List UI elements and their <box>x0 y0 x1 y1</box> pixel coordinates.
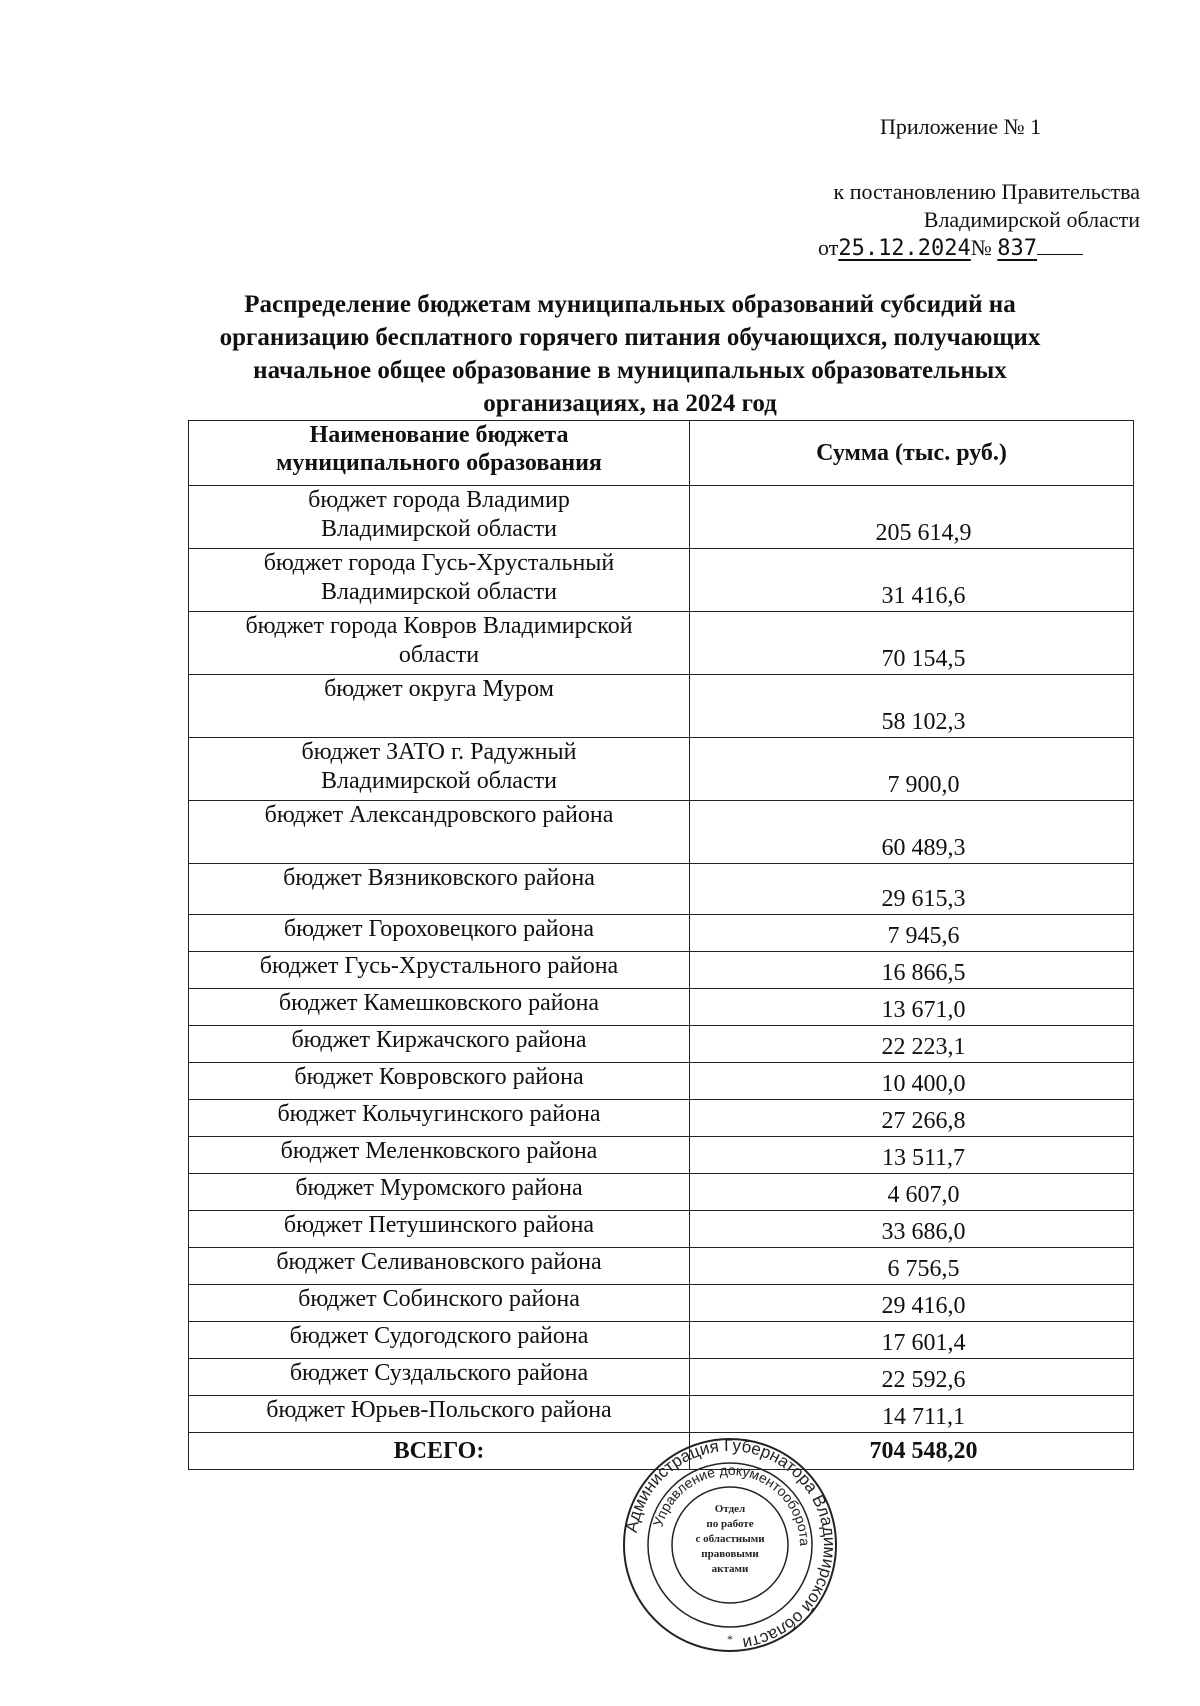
budget-name: бюджет Меленковского района <box>189 1137 690 1174</box>
table-row <box>189 989 1134 1026</box>
budget-sum: 6 756,5 <box>690 1248 1134 1285</box>
budget-sum: 13 671,0 <box>690 989 1134 1026</box>
table-row <box>189 1322 1134 1359</box>
budget-name: бюджет округа Муром <box>189 675 690 738</box>
budget-name: бюджет Ковровского района <box>189 1063 690 1100</box>
basis-line-2: Владимирской области <box>923 207 1140 232</box>
budget-sum: 22 592,6 <box>690 1359 1134 1396</box>
budget-name: бюджет Суздальского района <box>189 1359 690 1396</box>
basis-line-1: к постановлению Правительства <box>833 179 1140 204</box>
budget-name: бюджет ЗАТО г. Радужный Владимирской области <box>189 738 690 801</box>
budget-sum: 70 154,5 <box>690 612 1134 675</box>
budget-sum: 14 711,1 <box>690 1396 1134 1433</box>
date-prefix: от <box>818 235 839 260</box>
resolution-date: 25.12.2024 <box>838 236 971 261</box>
budget-name: бюджет Вязниковского района <box>189 864 690 915</box>
budget-sum: 7 945,6 <box>690 915 1134 952</box>
budget-name: бюджет Селивановского района <box>189 1248 690 1285</box>
table-row <box>189 1285 1134 1322</box>
appendix-label: Приложение № 1 <box>880 114 1042 139</box>
budget-sum: 4 607,0 <box>690 1174 1134 1211</box>
document-title <box>150 288 1110 420</box>
budget-name: бюджет Юрьев-Польского района <box>189 1396 690 1433</box>
budget-name: бюджет Гороховецкого района <box>189 915 690 952</box>
table-row <box>189 1137 1134 1174</box>
table-row <box>189 549 1134 612</box>
total-sum: 704 548,20 <box>690 1433 1134 1470</box>
total-label: ВСЕГО: <box>189 1433 690 1470</box>
stamp-center-text: Отдел по работе с областными правовыми актами <box>695 1503 765 1575</box>
table-row <box>189 612 1134 675</box>
budget-sum: 22 223,1 <box>690 1026 1134 1063</box>
title-line-4: организациях, на 2024 год <box>483 390 777 417</box>
budget-name: бюджет города Владимир Владимирской области <box>189 486 690 549</box>
budget-name: бюджет Кольчугинского района <box>189 1100 690 1137</box>
date-number-line <box>780 234 1140 263</box>
table-row <box>189 1359 1134 1396</box>
budget-sum: 31 416,6 <box>690 549 1134 612</box>
stamp-outer-text: Администрация Губернатора Владимирской области <box>621 1435 840 1654</box>
budget-name: бюджет Муромского района <box>189 1174 690 1211</box>
table-row <box>189 1211 1134 1248</box>
table-row <box>189 915 1134 952</box>
resolution-reference <box>780 178 1140 263</box>
table-row <box>189 864 1134 915</box>
budget-name: бюджет города Гусь-Хрустальный Владимирской области <box>189 549 690 612</box>
table-header-row <box>189 421 1134 486</box>
budget-name: бюджет Киржачского района <box>189 1026 690 1063</box>
table-row <box>189 952 1134 989</box>
column-header-sum: Сумма (тыс. руб.) <box>690 421 1134 486</box>
table-body <box>189 486 1134 1470</box>
budget-name: бюджет Гусь-Хрустального района <box>189 952 690 989</box>
budget-sum: 29 615,3 <box>690 864 1134 915</box>
table-row <box>189 486 1134 549</box>
title-line-2: организацию бесплатного горячего питания обучающихся, получающих <box>219 324 1041 351</box>
budget-name: бюджет Судогодского района <box>189 1322 690 1359</box>
budget-name: бюджет города Ковров Владимирской области <box>189 612 690 675</box>
budget-sum: 29 416,0 <box>690 1285 1134 1322</box>
table-row <box>189 1174 1134 1211</box>
budget-sum: 58 102,3 <box>690 675 1134 738</box>
column-header-name: Наименование бюджета муниципального образования <box>189 421 690 486</box>
table-row <box>189 1396 1134 1433</box>
budget-name: бюджет Петушинского района <box>189 1211 690 1248</box>
resolution-number: 837 <box>997 236 1038 261</box>
budget-sum: 7 900,0 <box>690 738 1134 801</box>
budget-sum: 33 686,0 <box>690 1211 1134 1248</box>
title-line-1: Распределение бюджетам муниципальных образований субсидий на <box>244 291 1016 318</box>
budget-name: бюджет Александровского района <box>189 801 690 864</box>
budget-sum: 16 866,5 <box>690 952 1134 989</box>
budget-sum: 60 489,3 <box>690 801 1134 864</box>
budget-sum: 205 614,9 <box>690 486 1134 549</box>
budget-sum: 10 400,0 <box>690 1063 1134 1100</box>
table-row <box>189 1100 1134 1137</box>
table-row <box>189 738 1134 801</box>
number-prefix: № <box>970 235 992 260</box>
stamp-star-icon: * <box>727 1632 733 1646</box>
table-row <box>189 1248 1134 1285</box>
table-row <box>189 1026 1134 1063</box>
table-row <box>189 675 1134 738</box>
stamp-inner-text: Управление документооборота <box>649 1461 814 1547</box>
budget-sum: 27 266,8 <box>690 1100 1134 1137</box>
subsidy-table <box>188 420 1134 1470</box>
table-row <box>189 801 1134 864</box>
number-underline <box>1037 254 1083 255</box>
budget-name: бюджет Собинского района <box>189 1285 690 1322</box>
table-row <box>189 1063 1134 1100</box>
budget-sum: 13 511,7 <box>690 1137 1134 1174</box>
budget-name: бюджет Камешковского района <box>189 989 690 1026</box>
title-line-3: начальное общее образование в муниципальных образовательных <box>253 357 1007 384</box>
budget-sum: 17 601,4 <box>690 1322 1134 1359</box>
